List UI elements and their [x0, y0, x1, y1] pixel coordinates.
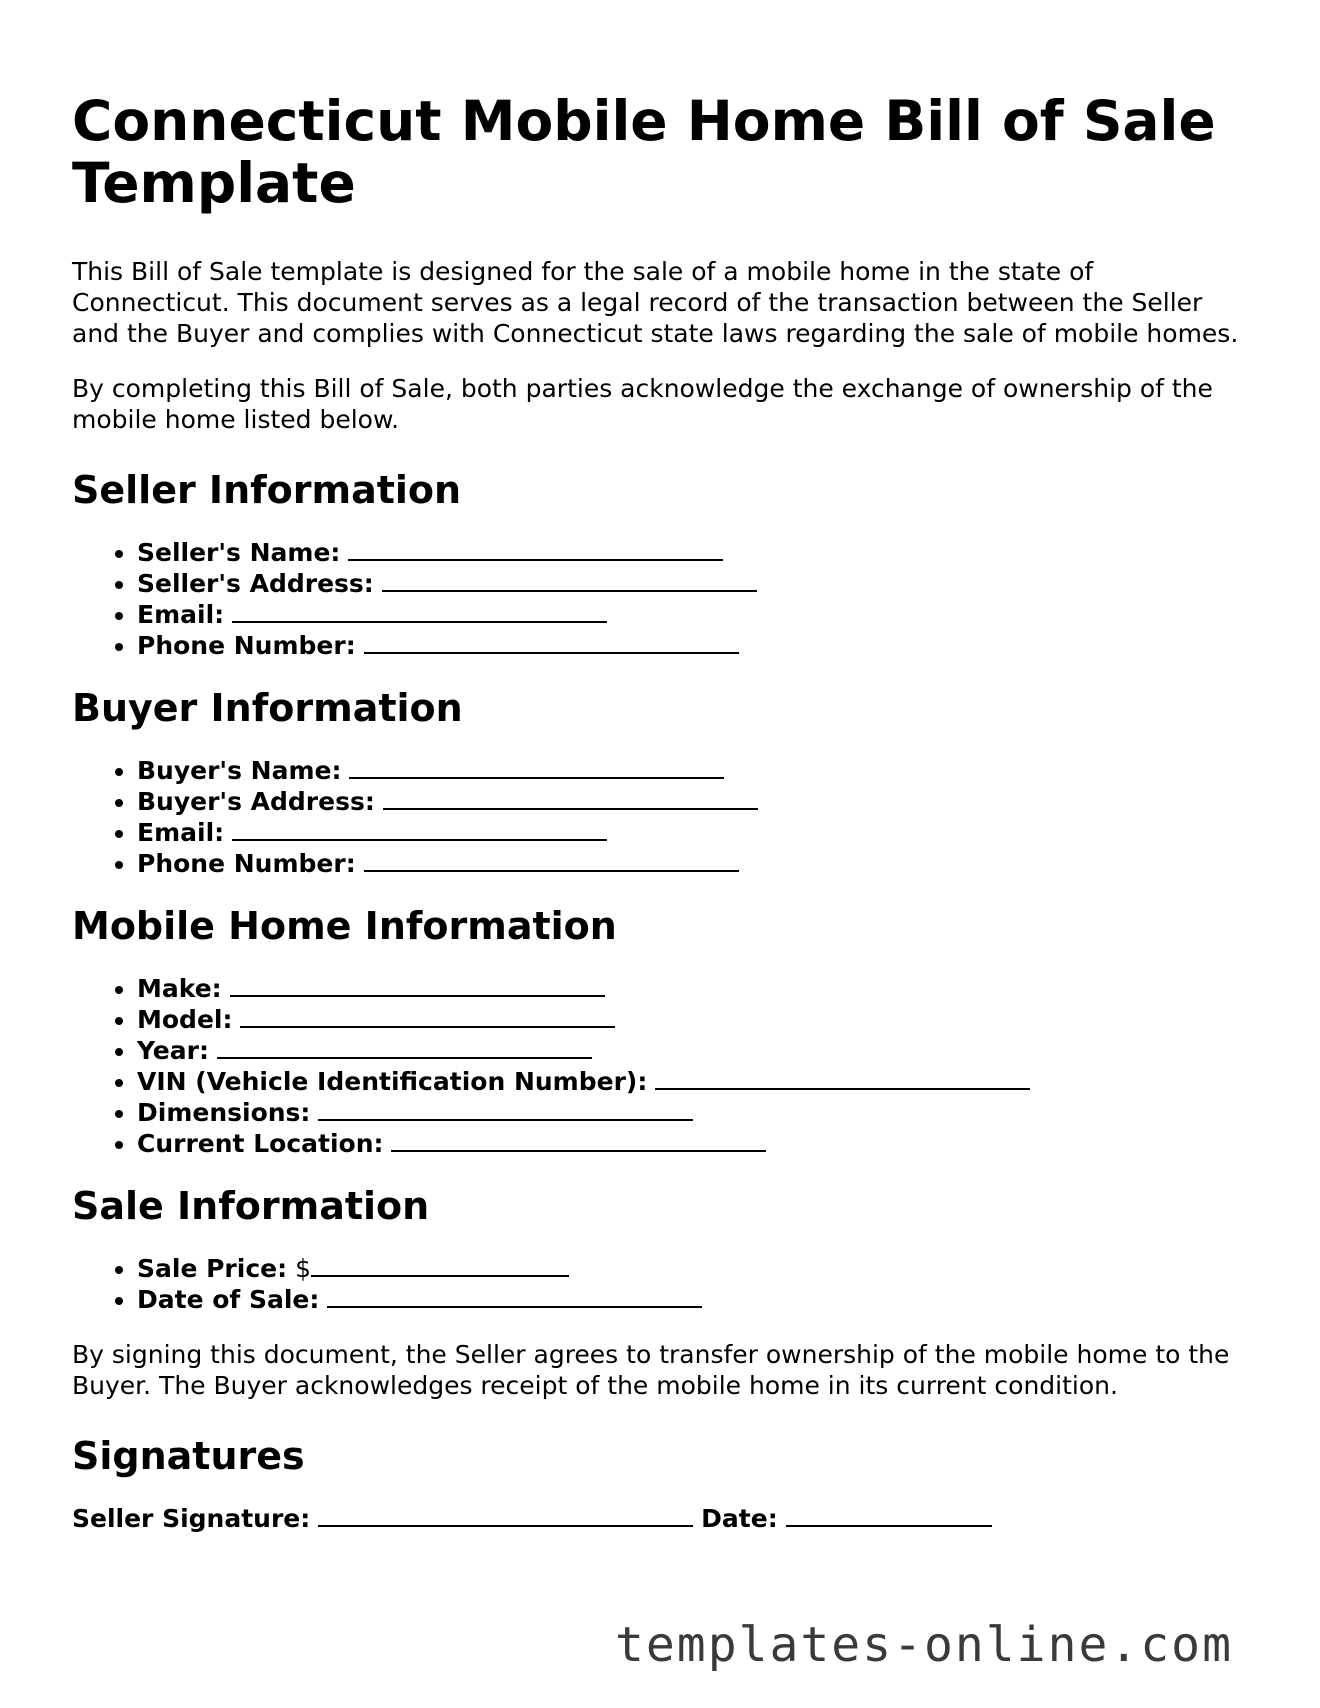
currency-symbol: $ — [295, 1254, 311, 1283]
home-vin-field — [137, 1066, 1252, 1097]
home-model-field — [137, 1004, 1252, 1035]
sale-fields — [72, 1253, 1252, 1315]
buyer-name-label: Buyer's Name: — [137, 756, 342, 785]
home-dimensions-field — [137, 1097, 1252, 1128]
home-heading: Mobile Home Information — [72, 904, 617, 948]
buyer-email-field — [137, 817, 1252, 848]
seller-signature-blank[interactable] — [318, 1503, 693, 1527]
home-fields — [72, 973, 1252, 1159]
home-dimensions-blank[interactable] — [318, 1097, 693, 1121]
seller-email-field — [137, 599, 1252, 630]
home-make-blank[interactable] — [230, 973, 605, 997]
agreement-paragraph: By signing this document, the Seller agrees to transfer ownership of the mobile home to the Buyer. The Buyer acknowledges receipt of the mobile home in its current condition. — [72, 1340, 1230, 1400]
home-model-label: Model: — [137, 1005, 233, 1034]
seller-address-field — [137, 568, 1252, 599]
home-location-label: Current Location: — [137, 1129, 384, 1158]
watermark-text: templates-online.com — [615, 1617, 1233, 1673]
seller-email-label: Email: — [137, 600, 225, 629]
sale-heading: Sale Information — [72, 1184, 430, 1228]
buyer-phone-blank[interactable] — [364, 848, 739, 872]
buyer-phone-field — [137, 848, 1252, 879]
seller-name-field — [137, 537, 1252, 568]
buyer-name-blank[interactable] — [349, 755, 724, 779]
intro-paragraph-2: By completing this Bill of Sale, both parties acknowledge the exchange of ownership of the mobile home listed below. — [72, 374, 1213, 434]
buyer-name-field — [137, 755, 1252, 786]
signatures-heading: Signatures — [72, 1434, 305, 1478]
buyer-email-label: Email: — [137, 818, 225, 847]
buyer-address-label: Buyer's Address: — [137, 787, 375, 816]
seller-fields — [72, 537, 1252, 661]
home-year-label: Year: — [137, 1036, 209, 1065]
seller-phone-blank[interactable] — [364, 630, 739, 654]
home-dimensions-label: Dimensions: — [137, 1098, 311, 1127]
seller-signature-line — [72, 1503, 1252, 1534]
home-year-field — [137, 1035, 1252, 1066]
buyer-address-field — [137, 786, 1252, 817]
sale-date-label: Date of Sale: — [137, 1285, 320, 1314]
buyer-address-blank[interactable] — [383, 786, 758, 810]
home-vin-blank[interactable] — [655, 1066, 1030, 1090]
seller-phone-label: Phone Number: — [137, 631, 356, 660]
document-page — [72, 90, 1252, 1534]
sale-price-field — [137, 1253, 1252, 1284]
home-vin-label: VIN (Vehicle Identification Number): — [137, 1067, 648, 1096]
intro-paragraph-1: This Bill of Sale template is designed for the sale of a mobile home in the state of Connecticut. This document serves as a legal record of the transaction between the Seller and the Buyer and complies with Connecticut state laws regarding the sale of mobile homes. — [72, 257, 1239, 348]
home-model-blank[interactable] — [240, 1004, 615, 1028]
home-make-label: Make: — [137, 974, 222, 1003]
home-year-blank[interactable] — [217, 1035, 592, 1059]
seller-address-blank[interactable] — [382, 568, 757, 592]
home-location-blank[interactable] — [391, 1128, 766, 1152]
home-make-field — [137, 973, 1252, 1004]
signature-date-blank[interactable] — [786, 1503, 992, 1527]
seller-phone-field — [137, 630, 1252, 661]
seller-heading: Seller Information — [72, 468, 462, 512]
sale-price-blank[interactable] — [311, 1253, 569, 1277]
buyer-phone-label: Phone Number: — [137, 849, 356, 878]
home-location-field — [137, 1128, 1252, 1159]
sale-date-blank[interactable] — [327, 1284, 702, 1308]
buyer-heading: Buyer Information — [72, 686, 463, 730]
seller-name-label: Seller's Name: — [137, 538, 341, 567]
signature-date-label: Date: — [701, 1504, 778, 1533]
seller-address-label: Seller's Address: — [137, 569, 374, 598]
sale-price-label: Sale Price: — [137, 1254, 288, 1283]
buyer-fields — [72, 755, 1252, 879]
seller-name-blank[interactable] — [348, 537, 723, 561]
buyer-email-blank[interactable] — [232, 817, 607, 841]
sale-date-field — [137, 1284, 1252, 1315]
seller-email-blank[interactable] — [232, 599, 607, 623]
page-title: Connecticut Mobile Home Bill of Sale Template — [72, 89, 1216, 215]
seller-signature-label: Seller Signature: — [72, 1504, 311, 1533]
